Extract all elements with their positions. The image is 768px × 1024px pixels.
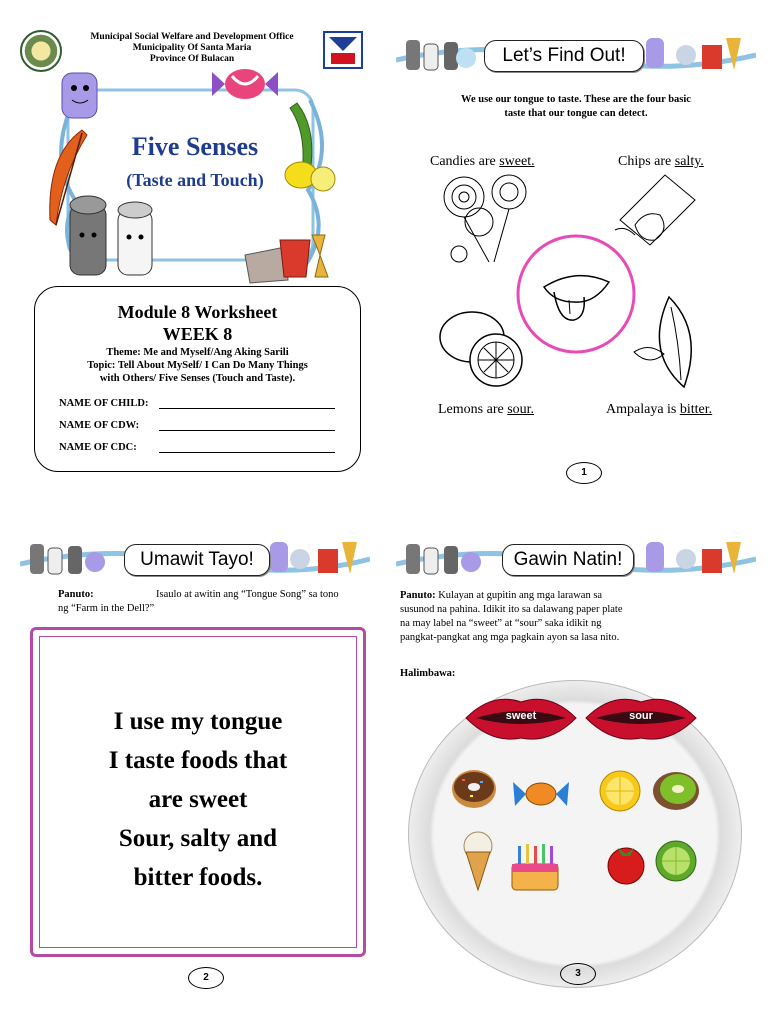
- chips-taste: salty.: [674, 154, 704, 169]
- purple-mascot-icon: [52, 68, 107, 128]
- example-label: Halimbawa:: [400, 668, 456, 679]
- lemons-prefix: Lemons are: [438, 402, 508, 417]
- cdw-name-line[interactable]: [159, 420, 335, 431]
- ampalaya-label: [606, 402, 712, 418]
- office-name: Municipal Social Welfare and Development Office: [90, 32, 294, 42]
- cdc-name-line[interactable]: [159, 442, 335, 453]
- intro-line-2: taste that our tongue can detect.: [504, 108, 648, 119]
- cover-page: [0, 0, 384, 512]
- cover-title: Five Senses: [131, 132, 259, 161]
- instruction-line-2: susunod na pahina. Idikit ito sa dalawang paper plate: [400, 604, 623, 615]
- topic-line-1: Topic: Tell About MySelf/ I Can Do Many Things: [87, 360, 308, 371]
- dswd-logo-icon: [323, 31, 363, 69]
- child-name-field[interactable]: [59, 387, 360, 409]
- intro-line-1: We use our tongue to taste. These are the four basic: [461, 94, 691, 105]
- cover-subtitle: (Taste and Touch): [126, 170, 264, 190]
- instruction-line-1: Isaulo at awitin ang “Tongue Song” sa tono: [156, 589, 339, 600]
- cdw-name-field[interactable]: [59, 409, 360, 431]
- wrapped-candy-icon: [510, 774, 572, 814]
- office-header: [60, 32, 324, 65]
- ampalaya-prefix: Ampalaya is: [606, 402, 680, 417]
- salt-pepper-shakers-icon: [62, 185, 162, 280]
- instructions: [400, 589, 744, 645]
- chips-prefix: Chips are: [618, 154, 675, 169]
- sing-banner: Umawit Tayo!: [124, 544, 270, 576]
- candy-icon: [210, 62, 280, 107]
- lyric-line: Sour, salty and: [118, 825, 278, 852]
- week-label: WEEK 8: [162, 324, 233, 344]
- cdc-name-label: NAME OF CDC:: [59, 442, 137, 453]
- lyric-line: I use my tongue: [113, 708, 283, 735]
- child-name-label: NAME OF CHILD:: [59, 398, 149, 409]
- lime-icon: [652, 838, 702, 884]
- lemon-slice-icon: [596, 767, 646, 813]
- bucket-icon: [240, 225, 335, 285]
- chips-label: [618, 154, 704, 170]
- topic-line-2: with Others/ Five Senses (Touch and Taste).: [99, 373, 296, 384]
- candies-prefix: Candies are: [430, 154, 500, 169]
- song-frame: [30, 627, 366, 957]
- instruction-line-2: ng “Farm in the Dell?”: [58, 603, 155, 614]
- do-it-banner: Gawin Natin!: [502, 544, 634, 576]
- tomato-icon: [604, 838, 648, 888]
- find-out-banner: Let’s Find Out!: [484, 40, 644, 72]
- ice-cream-icon: [460, 830, 496, 892]
- page-2: [0, 512, 384, 1024]
- instruction-line-3: na may label na “sweet” at “sour” saka idikit ng: [400, 618, 602, 629]
- kiwi-icon: [650, 767, 702, 813]
- module-info-box: [34, 286, 361, 472]
- birthday-cake-icon: [506, 840, 564, 894]
- lyric-line: I taste foods that: [108, 747, 288, 774]
- module-title: Module 8 Worksheet: [117, 302, 278, 322]
- municipality-name: Municipality Of Santa Maria: [132, 43, 252, 53]
- lemon-icon: [434, 302, 534, 392]
- lyric-line: are sweet: [148, 786, 248, 813]
- panuto-label: Panuto:: [58, 589, 94, 600]
- candies-label: [430, 154, 535, 170]
- sweet-label: sweet: [505, 710, 537, 722]
- page-3: [384, 512, 768, 1024]
- song-lyrics: [71, 702, 325, 897]
- instruction-line-4: pangkat-pangkat ang mga pagkain ayon sa lasa nito.: [400, 632, 620, 643]
- sour-label: sour: [629, 710, 653, 722]
- ampalaya-icon: [624, 292, 714, 392]
- instruction-line-1: Kulayan at gupitin ang mga larawan sa: [438, 590, 603, 601]
- panuto-label: Panuto:: [400, 590, 436, 601]
- candies-taste: sweet.: [499, 154, 535, 169]
- lemons-taste: sour.: [507, 402, 535, 417]
- page-1: [384, 0, 768, 512]
- province-name: Province Of Bulacan: [149, 54, 235, 64]
- theme-text: Theme: Me and Myself/Ang Aking Sarili: [106, 347, 289, 358]
- lyric-line: bitter foods.: [133, 864, 263, 891]
- child-name-line[interactable]: [159, 398, 335, 409]
- ampalaya-taste: bitter.: [679, 402, 713, 417]
- page-number: 2: [188, 967, 224, 989]
- lemons-label: [438, 402, 534, 418]
- page-number: 1: [566, 462, 602, 484]
- cdc-name-field[interactable]: [59, 431, 360, 453]
- page-number: 3: [560, 963, 596, 985]
- cdw-name-label: NAME OF CDW:: [59, 420, 140, 431]
- municipal-seal-icon: [20, 30, 62, 72]
- donut-icon: [450, 767, 498, 811]
